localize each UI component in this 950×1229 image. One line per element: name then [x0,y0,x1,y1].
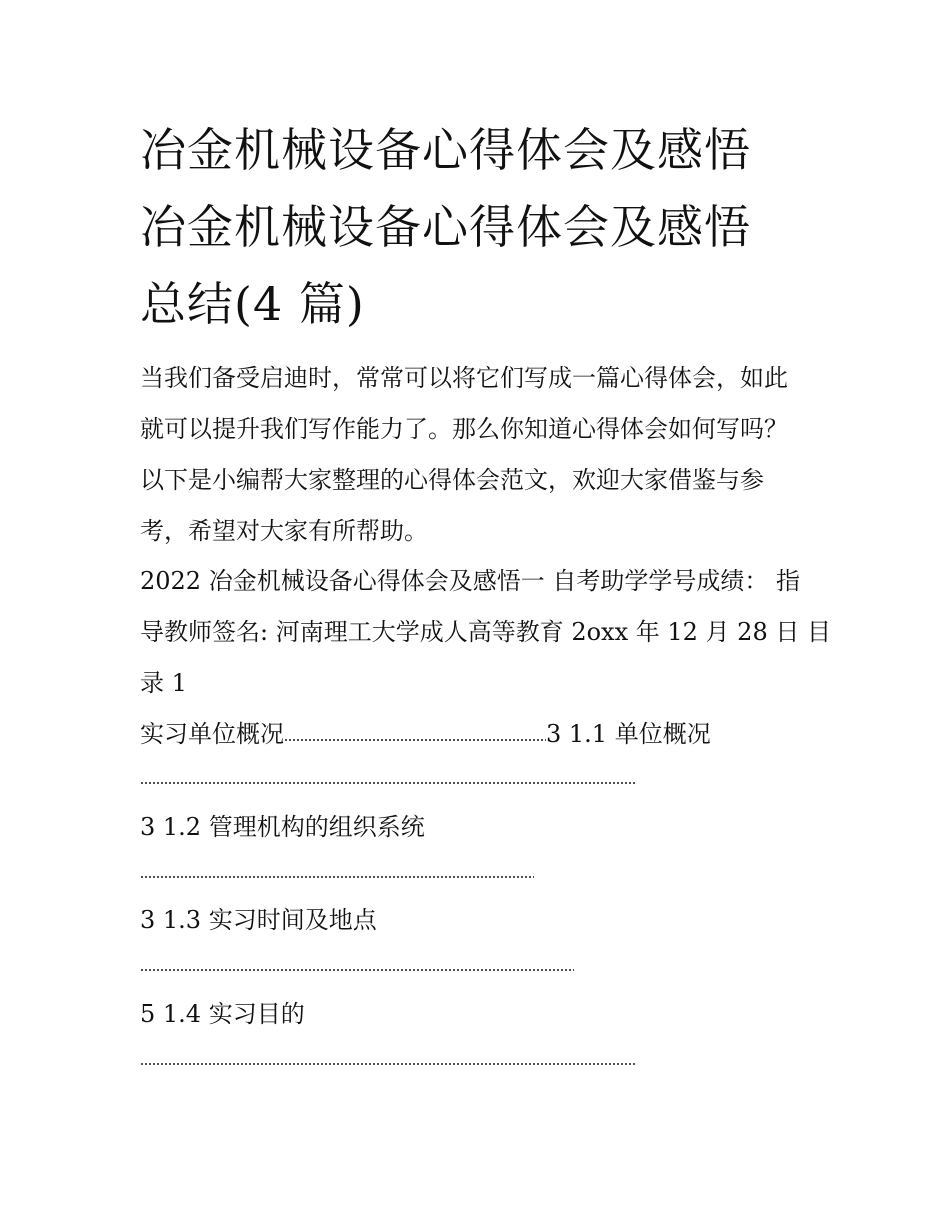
intro-line-4: 考，希望对大家有所帮助。 [140,517,428,545]
toc-entry-3-label: 3 1.3 实习时间及地点 [140,906,377,934]
meta-paragraph [140,556,831,709]
toc-entry-1-label: 实习单位概况 [140,720,284,748]
toc-entry-1 [140,718,711,749]
title-line-1: 冶金机械设备心得体会及感悟 [140,123,751,177]
document-title [140,112,840,343]
toc-entry-2 [140,812,425,842]
title-line-2: 冶金机械设备心得体会及感悟 [140,200,751,254]
toc-leader-row-1 [140,780,636,786]
toc-entry-4 [140,999,305,1029]
meta-line-3: 录 1 [140,669,187,697]
intro-paragraph [140,353,820,557]
intro-line-1: 当我们备受启迪时，常常可以将它们写成一篇心得体会，如此 [140,364,788,392]
meta-line-1: 2022 冶金机械设备心得体会及感悟一 自考助学学号成绩： 指 [140,567,800,595]
toc-leader-dots [284,718,546,742]
toc-entry-3 [140,905,377,935]
toc-leader-row-2 [140,874,534,880]
intro-line-2: 就可以提升我们写作能力了。那么你知道心得体会如何写吗？ [140,415,788,443]
toc-entry-1-suffix: 3 1.1 单位概况 [546,720,711,748]
toc-leader-row-4 [140,1061,636,1067]
toc-entry-2-label: 3 1.2 管理机构的组织系统 [140,813,425,841]
toc-leader-row-3 [140,967,574,973]
meta-line-2: 导教师签名: 河南理工大学成人高等教育 2oxx 年 12 月 28 日 目 [140,618,831,646]
toc-entry-4-label: 5 1.4 实习目的 [140,1000,305,1028]
title-line-3: 总结(4 篇) [140,277,365,331]
intro-line-3: 以下是小编帮大家整理的心得体会范文，欢迎大家借鉴与参 [140,466,764,494]
